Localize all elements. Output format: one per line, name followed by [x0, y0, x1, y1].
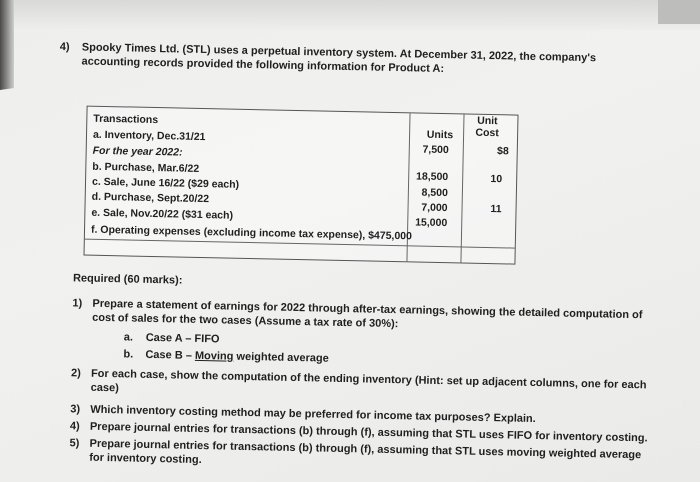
transactions-table	[83, 106, 518, 265]
page-corner	[658, 0, 700, 24]
required-item	[72, 296, 663, 331]
row-units: 7,500	[422, 143, 449, 157]
row-label: b. Purchase, Mar.6/22	[92, 160, 200, 175]
sub-item-text-part: Case B –	[145, 348, 196, 362]
row-cost: 10	[490, 173, 503, 186]
row-label: d. Purchase, Sept.20/22	[91, 190, 210, 206]
header-units: Units	[426, 128, 454, 142]
row-units: 7,000	[421, 201, 448, 215]
row-units: 18,500	[415, 170, 449, 184]
sub-item-text	[145, 349, 329, 365]
required-title: Required (60 marks):	[72, 272, 183, 287]
item-text: Prepare journal entries for transactions (b) through (f), assuming that STL uses moving weighted average for inventory costing.	[89, 437, 642, 467]
sub-item-text-part: weighted average	[233, 350, 329, 365]
item-number: 2)	[70, 367, 81, 380]
page-top-shadow	[0, 0, 700, 30]
table-divider	[460, 114, 464, 262]
header-transactions: Transactions	[93, 112, 159, 127]
sub-item-letter: b.	[123, 348, 134, 361]
page-left-edge	[0, 0, 14, 90]
row-label: a. Inventory, Dec.31/21	[92, 128, 206, 144]
required-item	[70, 366, 661, 395]
row-label: f. Operating expenses (excluding income tax expense), $475,000	[90, 223, 413, 243]
header-unit-cost: Unit Cost	[475, 114, 499, 140]
row-cost: 11	[490, 203, 502, 216]
item-number: 1)	[72, 297, 83, 310]
row-label: For the year 2022:	[92, 144, 183, 159]
row-cost: $8	[496, 145, 509, 158]
row-units: 8,500	[421, 186, 449, 200]
question-number: 4)	[59, 40, 70, 54]
item-text: For each case, show the computation of the ending inventory (Hint: set up adjacent columns, one for each case)	[90, 367, 647, 395]
row-label: c. Sale, June 16/22 ($29 each)	[91, 175, 240, 191]
row-label: e. Sale, Nov.20/22 ($31 each)	[91, 206, 234, 222]
question-content	[59, 40, 680, 467]
item-number: 5)	[69, 437, 80, 450]
item-number: 3)	[70, 403, 81, 416]
item-number: 4)	[69, 420, 80, 433]
question-intro-text: Spooky Times Ltd. (STL) uses a perpetual inventory system. At December 31, 2022, the company's accounting records provided the following information for Product A:	[81, 41, 597, 76]
item-text: Which inventory costing method may be preferred for income tax purposes? Explain.	[90, 403, 536, 426]
sub-item-letter: a.	[123, 331, 134, 344]
item-text: Prepare journal entries for transactions (b) through (f), assuming that STL uses FIFO for inventory costing.	[89, 420, 648, 445]
question-intro	[59, 40, 660, 76]
sub-item-text: Case A – FIFO	[145, 331, 220, 346]
item-text: Prepare a statement of earnings for 2022 through after-tax earnings, showing the detailed computation of cost of sales for the two cases (Assume a tax rate of 30%):	[92, 297, 643, 331]
row-units: 15,000	[415, 216, 448, 230]
sub-item-text-underlined: Moving	[194, 349, 234, 363]
